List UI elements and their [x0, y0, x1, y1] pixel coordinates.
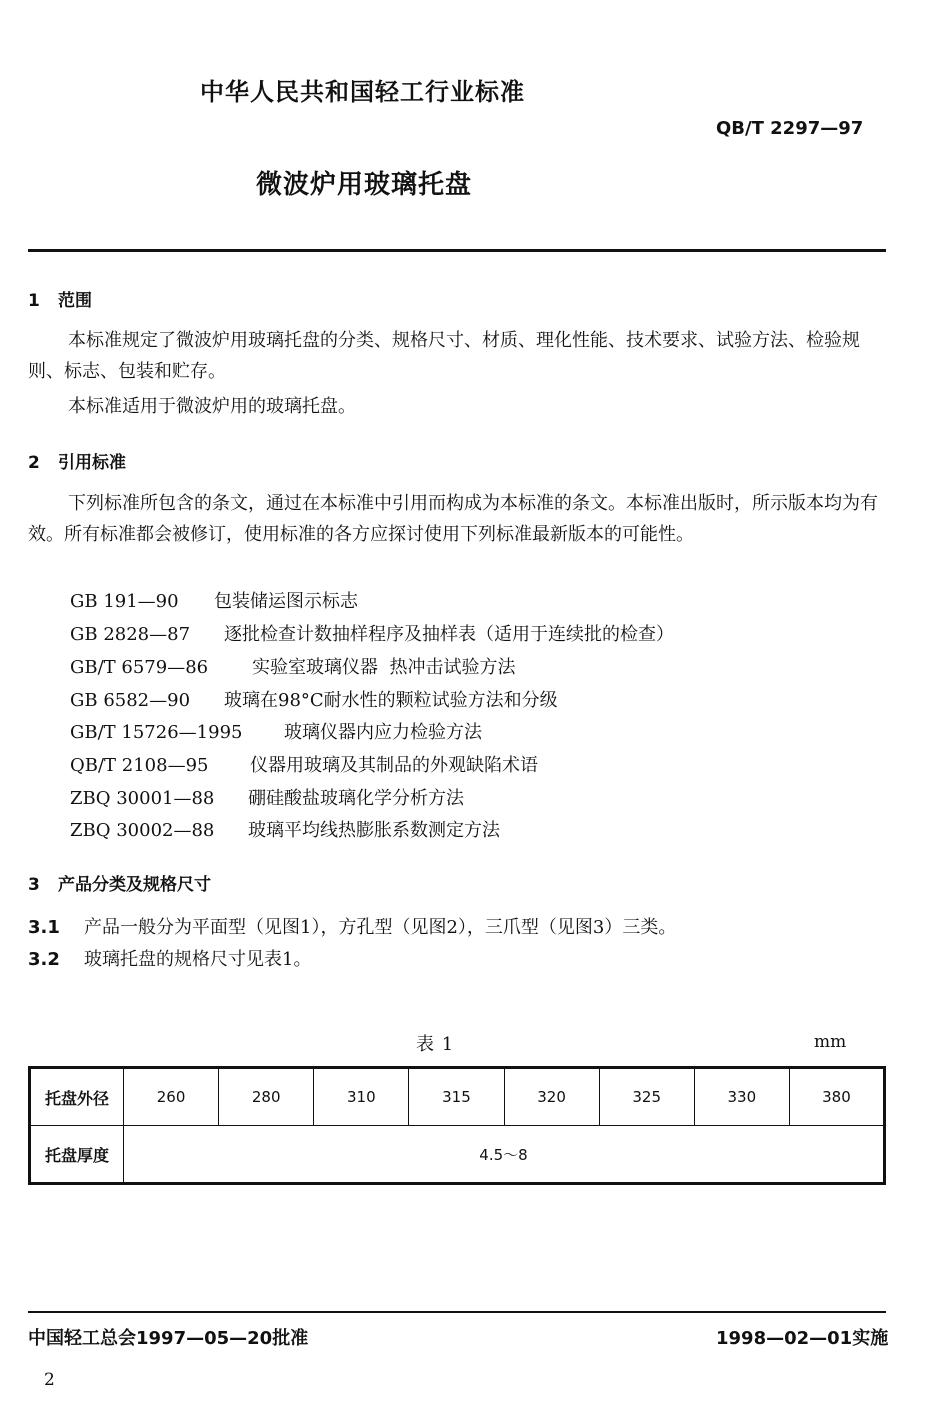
table-row	[30, 1126, 885, 1184]
table-cell: 320	[504, 1068, 599, 1126]
reference-code: ZBQ 30001—88	[70, 788, 215, 809]
section-title: 范围	[58, 291, 92, 311]
reference-code: GB 6582—90	[70, 690, 191, 711]
issuing-organization: 中华人民共和国轻工行业标准	[200, 78, 525, 106]
row-label: 托盘厚度	[30, 1126, 124, 1184]
scope-paragraph: 本标准规定了微波炉用玻璃托盘的分类、规格尺寸、材质、理化性能、技术要求、试验方法、检验规则、标志、包装和贮存。	[28, 330, 860, 382]
reference-item	[70, 751, 538, 777]
clause-number: 3.2	[28, 949, 60, 970]
document-title: 微波炉用玻璃托盘	[256, 170, 473, 200]
reference-title: 玻璃平均线热膨胀系数测定方法	[248, 820, 500, 841]
standard-code: QB/T 2297—97	[716, 118, 864, 139]
section-1-heading	[28, 286, 92, 311]
table-cell: 380	[789, 1068, 884, 1126]
reference-code: GB 2828—87	[70, 624, 191, 645]
clause-number: 3.1	[28, 917, 60, 938]
approval-date: 中国轻工总会1997—05—20批准	[28, 1328, 309, 1349]
table-row	[30, 1068, 885, 1126]
section-2-heading	[28, 448, 126, 473]
table-cell: 4.5～8	[124, 1126, 885, 1184]
reference-item	[70, 718, 482, 744]
reference-item	[70, 816, 500, 842]
reference-item	[70, 587, 358, 613]
references-intro: 下列标准所包含的条文，通过在本标准中引用而构成为本标准的条文。本标准出版时，所示版本均为有效。所有标准都会被修订，使用标准的各方应探讨使用下列标准最新版本的可能性。	[28, 493, 878, 545]
reference-title: 硼硅酸盐玻璃化学分析方法	[248, 788, 464, 809]
reference-item	[70, 686, 558, 712]
table-title: 表 1	[416, 1034, 455, 1055]
reference-item	[70, 653, 515, 679]
reference-code: ZBQ 30002—88	[70, 820, 215, 841]
size-table	[28, 1066, 886, 1185]
table-cell: 260	[124, 1068, 219, 1126]
table-cell: 325	[599, 1068, 694, 1126]
row-label: 托盘外径	[30, 1068, 124, 1126]
reference-title: 包装储运图示标志	[214, 591, 358, 612]
section-number: 2	[28, 453, 40, 473]
reference-title: 仪器用玻璃及其制品的外观缺陷术语	[250, 755, 538, 776]
section-3-heading	[28, 870, 211, 895]
reference-title: 玻璃在98°C耐水性的颗粒试验方法和分级	[224, 690, 558, 711]
section-title: 引用标准	[58, 453, 126, 473]
effective-date: 1998—02—01实施	[716, 1328, 889, 1349]
footer-divider	[28, 1311, 886, 1313]
table-cell: 310	[314, 1068, 409, 1126]
clause-text: 玻璃托盘的规格尺寸见表1。	[84, 949, 312, 970]
table-cell: 280	[219, 1068, 314, 1126]
clause-text: 产品一般分为平面型（见图1），方孔型（见图2），三爪型（见图3）三类。	[84, 917, 677, 938]
clause-3-1	[28, 913, 676, 939]
reference-item	[70, 784, 464, 810]
table-cell: 330	[694, 1068, 789, 1126]
header-divider	[28, 249, 886, 252]
reference-title: 玻璃仪器内应力检验方法	[284, 722, 482, 743]
reference-title: 逐批检查计数抽样程序及抽样表（适用于连续批的检查）	[224, 624, 674, 645]
section-number: 3	[28, 875, 40, 895]
reference-code: GB 191—90	[70, 591, 179, 612]
reference-code: GB/T 6579—86	[70, 657, 209, 678]
table-unit: mm	[814, 1032, 847, 1052]
reference-code: GB/T 15726—1995	[70, 722, 243, 743]
section-title: 产品分类及规格尺寸	[58, 875, 211, 895]
reference-code: QB/T 2108—95	[70, 755, 209, 776]
page-number: 2	[44, 1370, 55, 1390]
applicability-paragraph: 本标准适用于微波炉用的玻璃托盘。	[68, 396, 356, 417]
section-number: 1	[28, 291, 40, 311]
clause-3-2	[28, 945, 311, 971]
table-cell: 315	[409, 1068, 504, 1126]
reference-title: 实验室玻璃仪器 热冲击试验方法	[252, 657, 516, 678]
reference-item	[70, 620, 674, 646]
